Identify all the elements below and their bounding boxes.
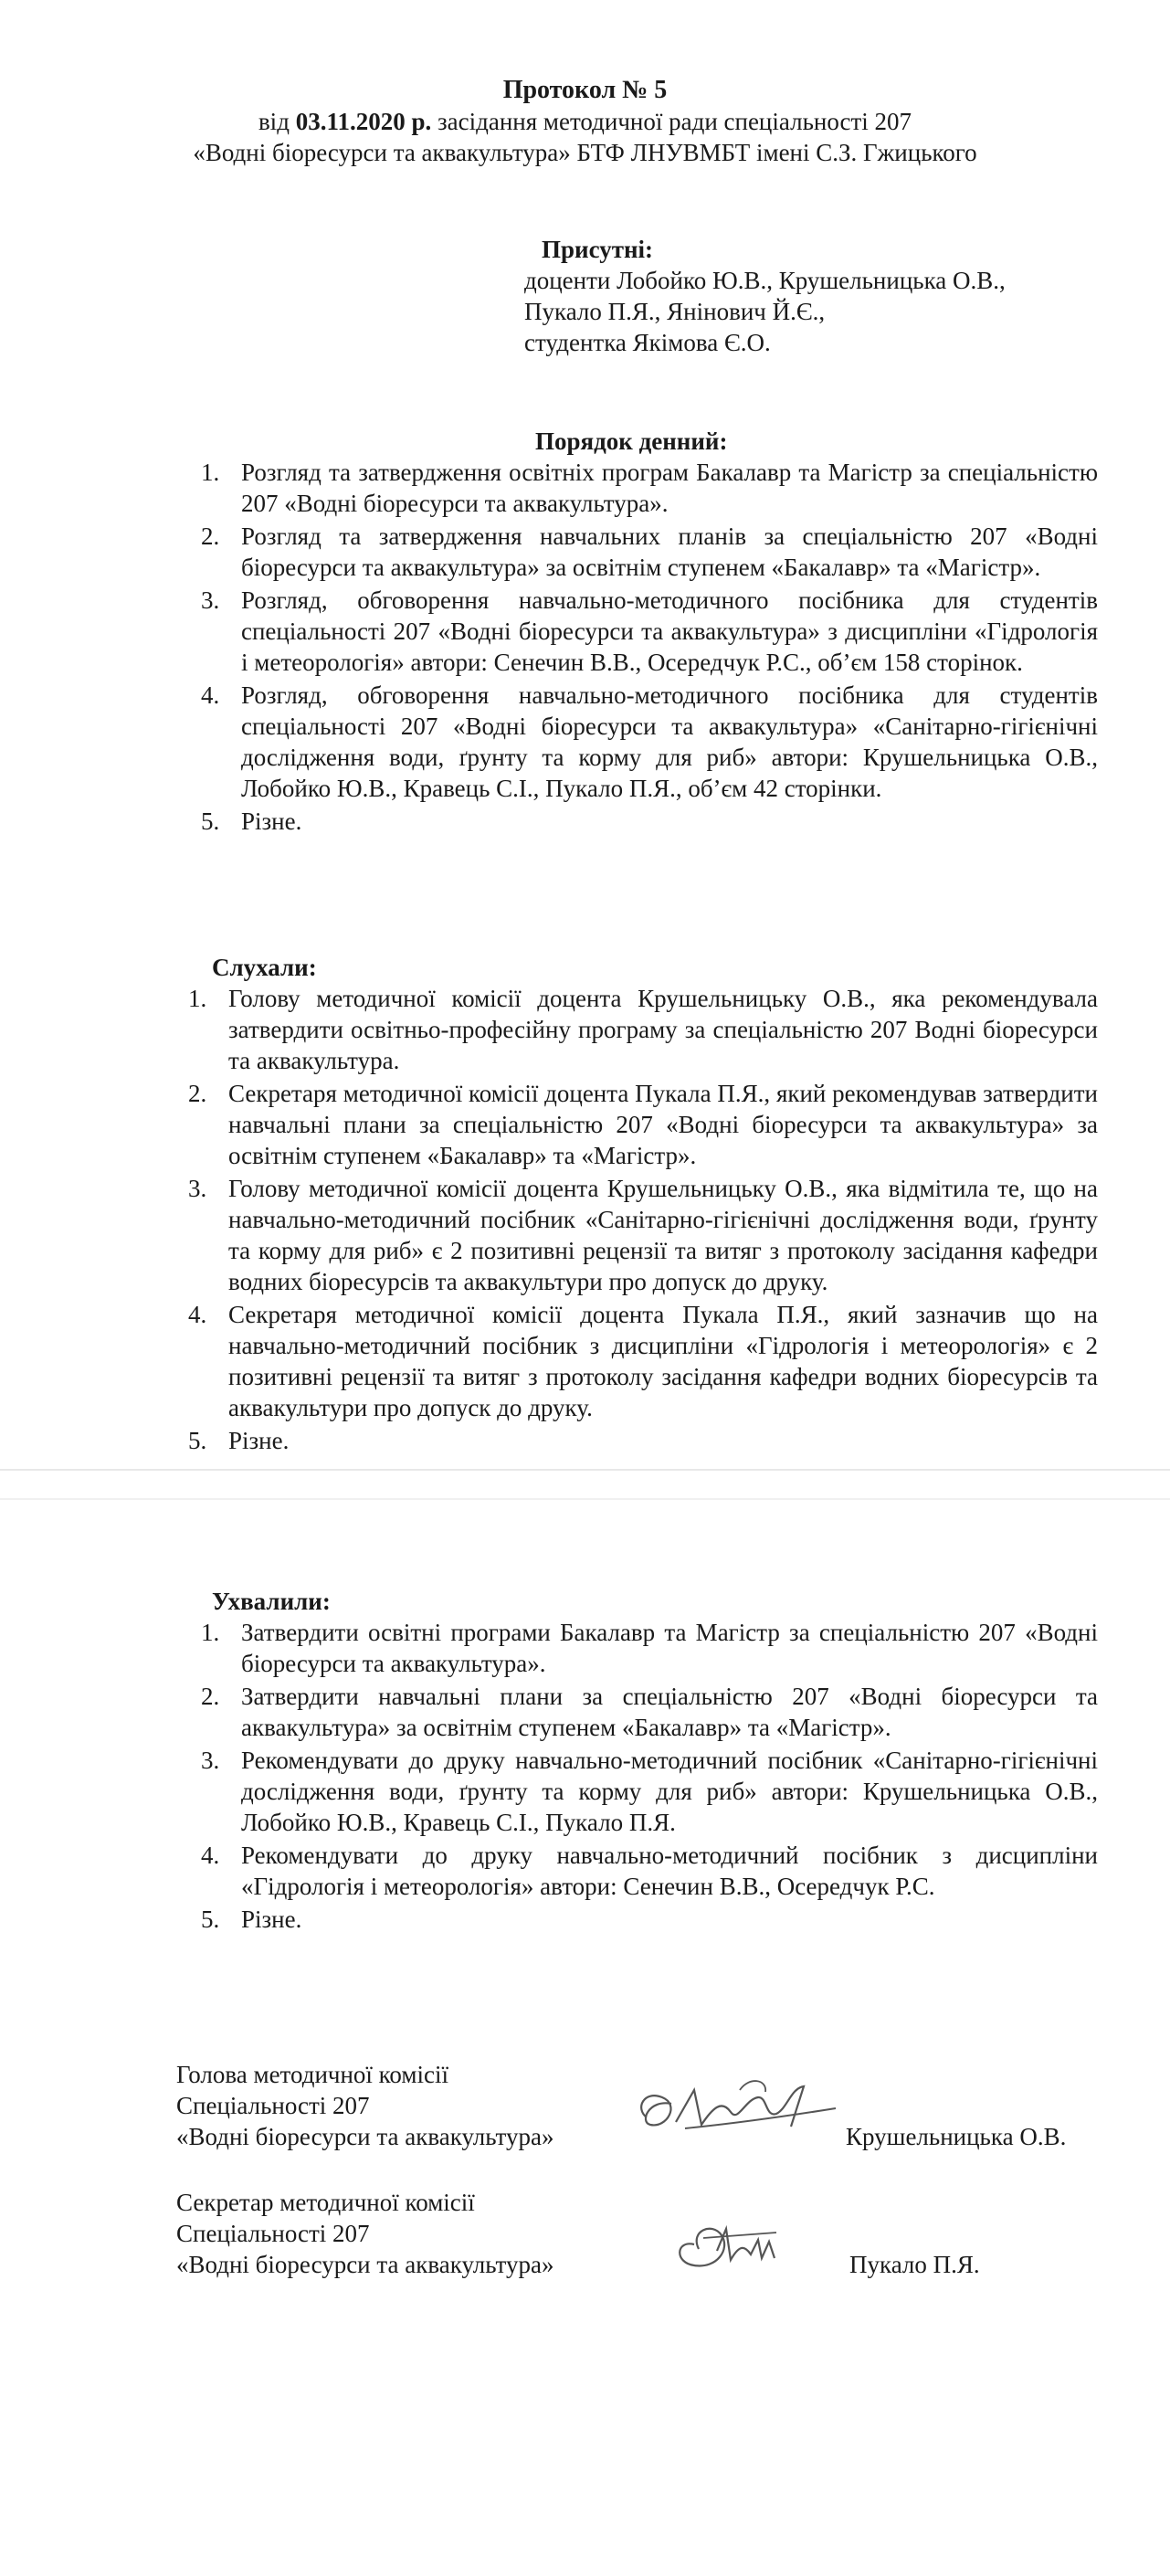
agenda-item-number: 5. xyxy=(201,808,220,835)
head-name: Крушельницька О.В. xyxy=(846,2123,1067,2150)
head-specialty: Спеціальності 207 xyxy=(176,2092,370,2119)
protocol-title: Протокол № 5 xyxy=(502,76,668,104)
agenda-item-text: Різне. xyxy=(241,808,302,835)
agenda-item-number: 2. xyxy=(201,523,220,550)
protocol-subtitle-line1 xyxy=(0,106,1170,137)
resolved-item xyxy=(201,1904,1098,1935)
heard-item-text: Різне. xyxy=(228,1427,290,1454)
heard-item xyxy=(188,1078,1098,1171)
resolved-item-text: Різне. xyxy=(241,1906,302,1933)
resolved-item-text: Рекомендувати до друку навчально-методичний посібник з дисципліни «Гідрологія і метеорологія» автори: Сенечин В.В., Осередчук Р.С. xyxy=(241,1842,1098,1900)
agenda-heading: Порядок денний: xyxy=(535,428,728,455)
heard-item xyxy=(188,1425,1098,1456)
present-line-2: Пукало П.Я., Янінович Й.Є., xyxy=(524,298,826,325)
agenda-item-number: 4. xyxy=(201,681,220,709)
agenda-item xyxy=(201,806,1098,837)
heard-item-number: 1. xyxy=(188,985,207,1012)
agenda-item-number: 1. xyxy=(201,459,220,486)
agenda-item-text: Розгляд, обговорення навчально-методичного посібника для студентів спеціальності 207 «Водні біоресурси та аквакультура» «Санітарно-гігієнічні дослідження води, ґрунту та корму для риб» автори: Крушельницька О.В., Лобойко Ю.В., Кравець С.І., Пукало П.Я., об’єм 42 сторінки. xyxy=(241,681,1098,802)
secretary-specialty: Спеціальності 207 xyxy=(176,2220,370,2247)
secretary-program: «Водні біоресурси та аквакультура» xyxy=(176,2251,554,2278)
heard-item-text: Секретаря методичної комісії доцента Пукала П.Я., який рекомендував затвердити навчальні плани за спеціальністю 207 «Водні біоресурси та аквакультура» за освітнім ступенем «Бакалавр» та «Магістр». xyxy=(228,1080,1098,1169)
protocol-subtitle-line2: «Водні біоресурси та аквакультура» БТФ ЛНУВМБТ імені С.З. Гжицького xyxy=(193,139,977,166)
secretary-role: Секретар методичної комісії xyxy=(176,2189,475,2216)
subtitle-prefix: від xyxy=(258,108,296,135)
head-role: Голова методичної комісії xyxy=(176,2061,448,2088)
agenda-item-number: 3. xyxy=(201,586,220,614)
agenda-item-text: Розгляд, обговорення навчально-методичного посібника для студентів спеціальності 207 «Водні біоресурси та аквакультура» з дисципліни «Гідрологія і метеорологія» автори: Сенечин В.В., Осередчук Р.С., об’єм 158 сторінок. xyxy=(241,586,1098,676)
agenda-item xyxy=(201,585,1098,678)
subtitle-suffix: засідання методичної ради спеціальності 207 xyxy=(431,108,912,135)
secretary-name: Пукало П.Я. xyxy=(849,2251,980,2278)
resolved-list xyxy=(201,1617,1098,1937)
present-line-3: студентка Якімова Є.О. xyxy=(524,329,771,356)
protocol-date: 03.11.2020 р. xyxy=(295,108,432,135)
head-signature-block xyxy=(176,2059,553,2152)
resolved-item-number: 1. xyxy=(201,1619,220,1646)
resolved-item xyxy=(201,1840,1098,1902)
secretary-handwritten-signature xyxy=(667,2212,804,2276)
heard-item-number: 2. xyxy=(188,1080,207,1107)
agenda-list xyxy=(201,457,1098,839)
resolved-item-number: 4. xyxy=(201,1842,220,1869)
heard-item-number: 4. xyxy=(188,1301,207,1328)
resolved-item-text: Затвердити освітні програми Бакалавр та Магістр за спеціальністю 207 «Водні біоресурси та аквакультура». xyxy=(241,1619,1098,1677)
document-page-2 xyxy=(0,1498,1170,2576)
present-line-1: доценти Лобойко Ю.В., Крушельницька О.В., xyxy=(524,267,1006,294)
resolved-heading: Ухвалили: xyxy=(212,1588,331,1615)
heard-list xyxy=(188,983,1098,1458)
resolved-item-text: Рекомендувати до друку навчально-методичний посібник «Санітарно-гігієнічні дослідження води, ґрунту та корму для риб» автори: Крушельницька О.В., Лобойко Ю.В., Кравець С.І., Пукало П.Я. xyxy=(241,1747,1098,1836)
agenda-item xyxy=(201,680,1098,804)
present-heading: Присутні: xyxy=(542,236,654,263)
heard-item xyxy=(188,1299,1098,1423)
heard-item-number: 3. xyxy=(188,1175,207,1202)
resolved-item-text: Затвердити навчальні плани за спеціальністю 207 «Водні біоресурси та аквакультура» за освітнім ступенем «Бакалавр» та «Магістр». xyxy=(241,1683,1098,1741)
heard-item-number: 5. xyxy=(188,1427,207,1454)
resolved-item-number: 3. xyxy=(201,1747,220,1774)
resolved-item-number: 2. xyxy=(201,1683,220,1710)
heard-item-text: Голову методичної комісії доцента Крушельницьку О.В., яка рекомендувала затвердити освітньо-професійну програму за спеціальністю 207 Водні біоресурси та аквакультура. xyxy=(228,985,1098,1074)
agenda-item-text: Розгляд та затвердження освітніх програм Бакалавр та Магістр за спеціальністю 207 «Водні біоресурси та аквакультура». xyxy=(241,459,1098,517)
resolved-item xyxy=(201,1617,1098,1679)
heard-heading: Слухали: xyxy=(212,954,317,981)
agenda-item xyxy=(201,457,1098,519)
head-program: «Водні біоресурси та аквакультура» xyxy=(176,2123,554,2150)
heard-item xyxy=(188,1173,1098,1297)
resolved-item xyxy=(201,1745,1098,1838)
head-handwritten-signature xyxy=(630,2072,849,2154)
agenda-item xyxy=(201,521,1098,583)
heard-item-text: Голову методичної комісії доцента Крушельницьку О.В., яка відмітила те, що на навчально-методичний посібник «Санітарно-гігієнічні дослідження води, ґрунту та корму для риб» є 2 позитивні рецензії та витяг з протоколу засідання кафедри водних біоресурсів та аквакультури про допуск до друку. xyxy=(228,1175,1098,1295)
secretary-signature-block xyxy=(176,2187,553,2280)
heard-item xyxy=(188,983,1098,1076)
resolved-item-number: 5. xyxy=(201,1906,220,1933)
agenda-item-text: Розгляд та затвердження навчальних планів за спеціальністю 207 «Водні біоресурси та аквакультура» за освітнім ступенем «Бакалавр» та «Магістр». xyxy=(241,523,1098,581)
resolved-item xyxy=(201,1681,1098,1743)
heard-item-text: Секретаря методичної комісії доцента Пукала П.Я., який зазначив що на навчально-методичний посібник з дисципліни «Гідрологія і метеорологія» є 2 позитивні рецензії та витяг з протоколу засідання кафедри водних біоресурсів та аквакультури про допуск до друку. xyxy=(228,1301,1098,1421)
